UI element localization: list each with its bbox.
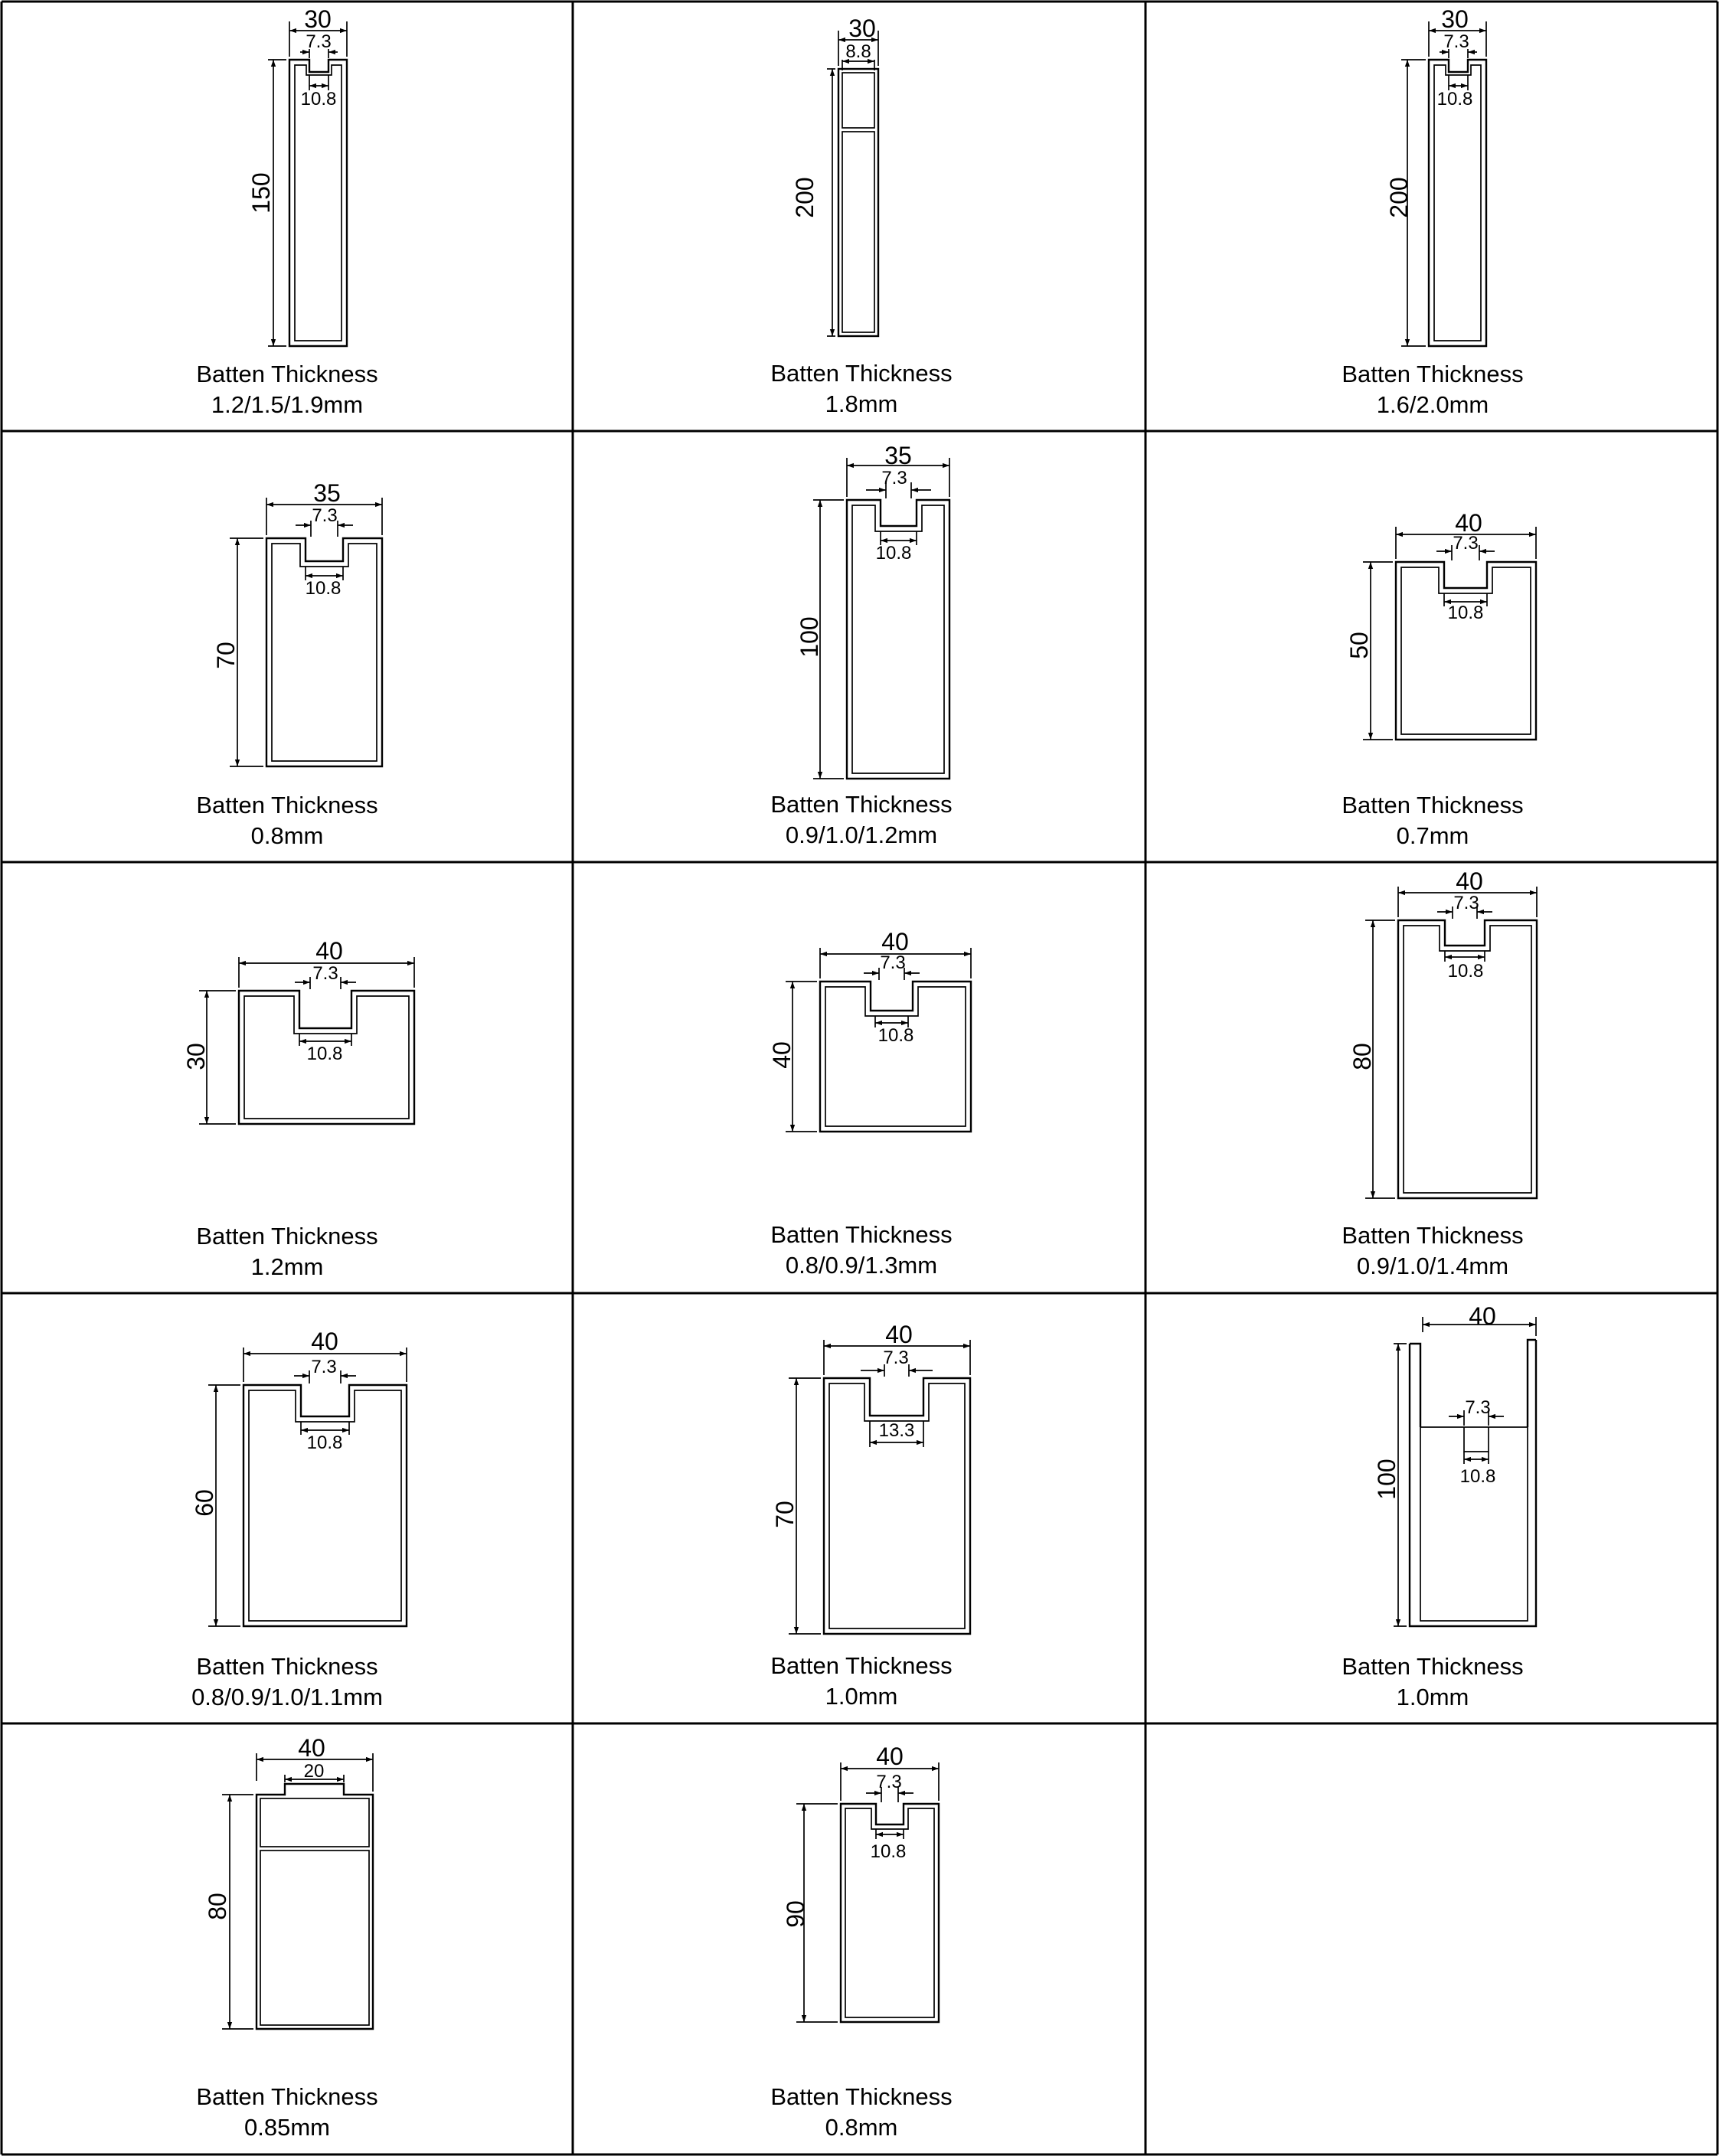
caption-thickness: 1.2/1.5/1.9mm [211, 391, 364, 418]
dimension-height: 40 [768, 1041, 796, 1069]
dimension-width: 40 [876, 1743, 904, 1770]
dimension-width: 40 [1469, 1302, 1496, 1330]
profile-cell [1342, 867, 1537, 1279]
dimension-slot-width: 10.8 [1447, 961, 1484, 982]
dimension-height: 80 [204, 1893, 231, 1920]
caption-label: Batten Thickness [196, 361, 378, 387]
caption-label: Batten Thickness [1342, 792, 1524, 818]
dimension-height: 200 [1385, 177, 1413, 218]
dimension-slot-width: 10.8 [875, 543, 912, 564]
caption-label: Batten Thickness [1342, 1222, 1524, 1249]
profile-drawing [230, 498, 382, 766]
dimension-height: 90 [782, 1900, 809, 1928]
dimension-slot-width: 10.8 [1459, 1466, 1496, 1487]
dimension-slot-opening: 7.3 [881, 468, 907, 488]
caption-label: Batten Thickness [196, 792, 378, 818]
dimension-slot-opening: 20 [303, 1761, 325, 1782]
profile-cell [770, 1743, 952, 2141]
dimension-slot-opening: 7.3 [311, 1357, 337, 1377]
caption-thickness: 0.85mm [244, 2114, 330, 2141]
caption-thickness: 1.2mm [250, 1253, 324, 1280]
profile-drawing [813, 458, 949, 779]
dimension-slot-width: 10.8 [306, 1044, 343, 1064]
profile-drawing [1363, 527, 1536, 740]
profile-cell [770, 15, 952, 417]
dimension-width: 40 [881, 928, 909, 956]
dimension-slot-opening: 7.3 [1465, 1397, 1491, 1418]
caption-thickness: 1.0mm [1396, 1684, 1469, 1710]
dimension-slot-width: 10.8 [1436, 89, 1473, 109]
profile-cell [1342, 509, 1536, 849]
profile-cell [1342, 5, 1523, 418]
profile-drawing [796, 1762, 939, 2022]
caption-thickness: 0.9/1.0/1.2mm [785, 822, 938, 848]
dimension-height: 70 [771, 1501, 799, 1528]
dimension-width: 40 [311, 1328, 338, 1355]
profile-cell [196, 479, 382, 849]
profile-cell [1342, 1302, 1536, 1710]
profile-drawing [222, 1753, 373, 2029]
caption-label: Batten Thickness [196, 1223, 378, 1250]
dimension-height: 150 [247, 172, 275, 214]
dimension-slot-width: 10.8 [1447, 603, 1484, 623]
caption-thickness: 1.6/2.0mm [1376, 391, 1489, 418]
profile-cell [768, 928, 971, 1279]
profile-cell [770, 1321, 970, 1710]
profile-drawing [1365, 887, 1537, 1198]
caption-label: Batten Thickness [770, 1652, 953, 1679]
dimension-slot-width: 10.8 [306, 1432, 343, 1453]
caption-label: Batten Thickness [770, 791, 953, 818]
caption-label: Batten Thickness [770, 360, 953, 387]
dimension-width: 40 [885, 1321, 913, 1348]
profile-drawing [789, 1340, 970, 1634]
dimension-height: 80 [1348, 1043, 1376, 1070]
dimension-width: 40 [298, 1734, 325, 1762]
profile-cell [196, 1734, 377, 2141]
caption-thickness: 0.7mm [1396, 822, 1469, 849]
dimension-slot-width: 10.8 [300, 89, 337, 109]
profile-cell [191, 1328, 407, 1710]
caption-thickness: 0.8mm [825, 2114, 898, 2141]
dimension-slot-opening: 7.3 [1443, 31, 1469, 52]
table-grid [2, 2, 1717, 2154]
profile-drawing [827, 31, 878, 336]
profile-cell [770, 442, 952, 848]
caption-label: Batten Thickness [196, 1653, 378, 1680]
profile-drawing [268, 21, 347, 346]
profile-drawing [208, 1348, 407, 1626]
dimension-slot-opening: 7.3 [312, 505, 338, 526]
dimension-width: 30 [1441, 5, 1469, 33]
dimension-height: 200 [791, 177, 819, 218]
dimension-height: 30 [182, 1043, 210, 1070]
dimension-slot-opening: 7.3 [880, 952, 906, 973]
caption-label: Batten Thickness [196, 2083, 378, 2110]
dimension-slot-opening: 7.3 [312, 963, 338, 984]
dimension-slot-width: 10.8 [877, 1025, 914, 1046]
dimension-width: 35 [313, 479, 341, 507]
dimension-width: 30 [304, 5, 332, 33]
dimension-slot-width: 10.8 [305, 578, 342, 599]
dimension-width: 40 [1455, 509, 1482, 537]
caption-label: Batten Thickness [770, 1221, 953, 1248]
caption-thickness: 0.8mm [250, 822, 324, 849]
dimension-slot-opening: 7.3 [883, 1348, 909, 1368]
dimension-slot-opening: 7.3 [1453, 533, 1479, 554]
dimension-height: 100 [1373, 1459, 1400, 1500]
profile-cell [182, 937, 414, 1280]
caption-thickness: 0.8/0.9/1.3mm [785, 1252, 938, 1279]
dimension-height: 70 [212, 642, 240, 669]
dimension-slot-opening: 7.3 [876, 1772, 902, 1792]
caption-label: Batten Thickness [770, 2083, 953, 2110]
dimension-slot-opening: 7.3 [1453, 893, 1479, 913]
dimension-width: 35 [884, 442, 912, 469]
dimension-width: 30 [848, 15, 876, 42]
profile-drawing [199, 957, 414, 1124]
dimension-height: 100 [796, 616, 823, 658]
profile-drawing [1401, 21, 1486, 346]
caption-thickness: 1.0mm [825, 1683, 898, 1710]
dimension-slot-opening: 8.8 [845, 41, 871, 62]
dimension-height: 50 [1345, 632, 1373, 659]
dimension-height: 60 [191, 1489, 218, 1517]
caption-thickness: 0.9/1.0/1.4mm [1356, 1253, 1509, 1279]
profile-cell [196, 5, 377, 418]
dimension-width: 40 [1456, 867, 1483, 895]
caption-thickness: 0.8/0.9/1.0/1.1mm [191, 1684, 383, 1710]
dimension-slot-width: 13.3 [878, 1420, 915, 1441]
caption-label: Batten Thickness [1342, 1653, 1524, 1680]
caption-label: Batten Thickness [1342, 361, 1524, 387]
dimension-slot-width: 10.8 [870, 1841, 907, 1862]
caption-thickness: 1.8mm [825, 390, 898, 417]
dimension-width: 40 [315, 937, 343, 965]
dimension-slot-opening: 7.3 [306, 31, 332, 52]
